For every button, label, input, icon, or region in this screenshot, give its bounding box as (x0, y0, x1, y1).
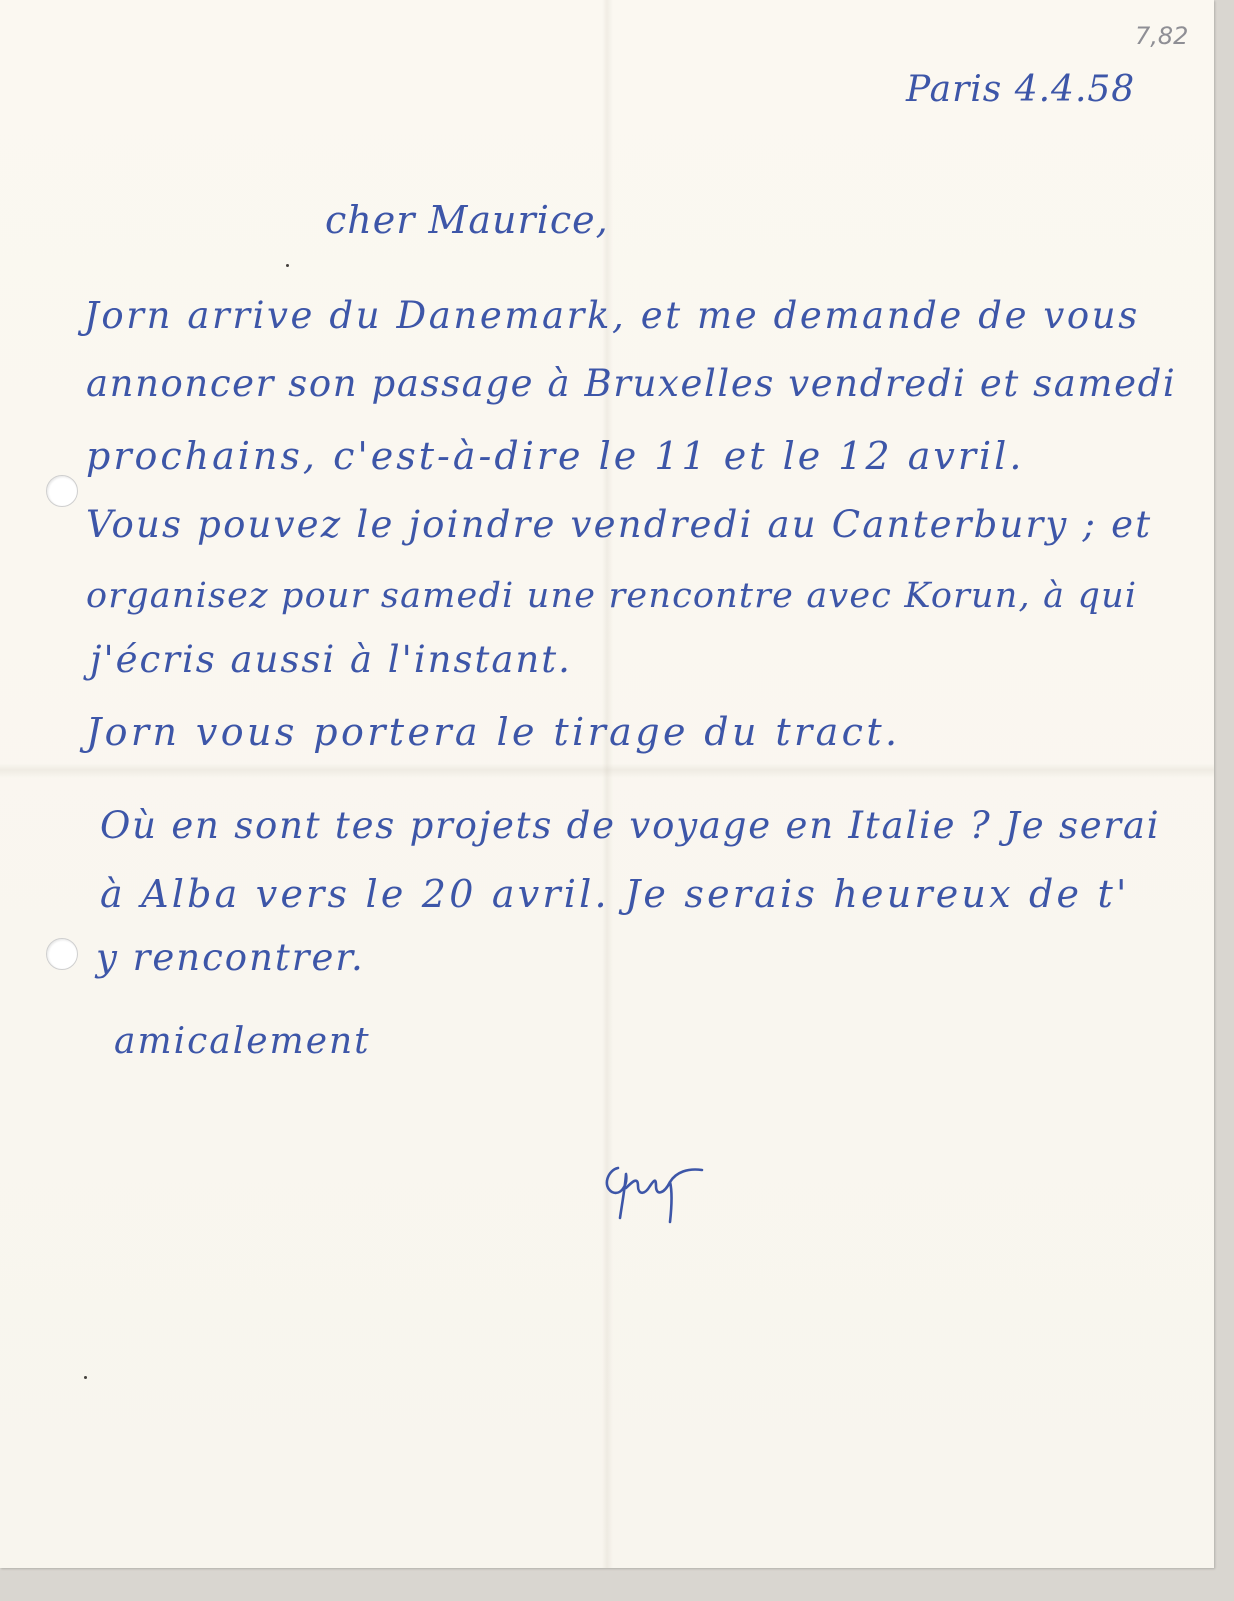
punch-hole-bottom (46, 938, 78, 970)
place-date: Paris 4.4.58 (906, 69, 1136, 110)
letter-line-10: y rencontrer. (96, 936, 365, 979)
letter-line-6: j'écris aussi à l'instant. (90, 638, 572, 681)
letter-line-8: Où en sont tes projets de voyage en Italie ? Je serai (100, 804, 1161, 847)
closing: amicalement (114, 1021, 371, 1062)
paper-speck (84, 1376, 87, 1379)
letter-line-4: Vous pouvez le joindre vendredi au Canterbury ; et (86, 503, 1153, 546)
letter-line-1: Jorn arrive du Danemark, et me demande de vous (84, 294, 1140, 337)
letter-line-7: Jorn vous portera le tirage du tract. (86, 710, 901, 754)
letter-line-3: prochains, c'est-à-dire le 11 et le 12 avril. (86, 434, 1025, 478)
salutation: cher Maurice, (325, 198, 609, 242)
signature-guy (598, 1160, 716, 1230)
letter-line-5: organisez pour samedi une rencontre avec Korun, à qui (86, 576, 1138, 616)
letter-line-9: à Alba vers le 20 avril. Je serais heureux de t' (100, 872, 1130, 916)
archive-number: 7,82 (1135, 22, 1189, 50)
letter-line-2: annoncer son passage à Bruxelles vendredi et samedi (86, 362, 1177, 405)
punch-hole-top (46, 475, 78, 507)
paper-speck (286, 264, 289, 267)
